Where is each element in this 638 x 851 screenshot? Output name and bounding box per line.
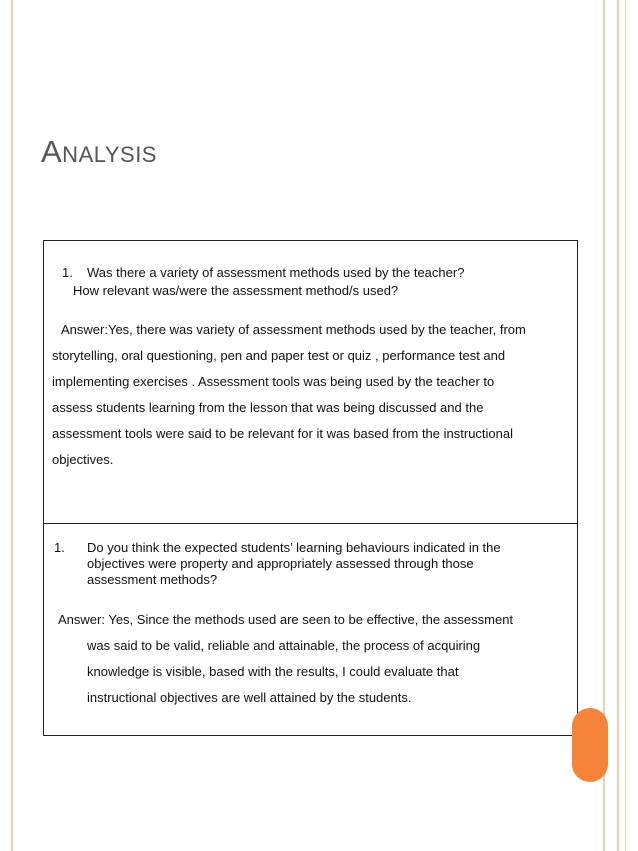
question-line: objectives were property and appropriately assessed through those [87,556,474,571]
answer-line: knowledge is visible, based with the results, I could evaluate that [87,664,459,679]
left-decorative-rule [11,0,13,851]
answer-line: implementing exercises . Assessment tools was being used by the teacher to [52,374,495,389]
question-number: 1. [54,540,65,555]
answer-line: objectives. [52,452,114,467]
answer-line: was said to be valid, reliable and attainable, the process of acquiring [87,638,481,653]
content-table [43,240,578,736]
right-decorative-rule [625,0,626,851]
answer-line: instructional objectives are well attained by the students. [87,690,412,705]
question-line: assessment methods? [87,572,218,587]
question-line: Was there a variety of assessment methods used by the teacher? [87,265,465,280]
slide-title: Analysis [41,134,157,169]
question-line: Do you think the expected students’ learning behaviours indicated in the [87,540,501,555]
decorative-orange-oval [572,708,608,782]
answer-line: assess students learning from the lesson that was being discussed and the [52,400,484,415]
answer-line: Answer:Yes, there was variety of assessment methods used by the teacher, from [61,322,526,337]
question-number: 1. [62,265,73,280]
answer-line: storytelling, oral questioning, pen and paper test or quiz , performance test and [52,348,506,363]
question-line: How relevant was/were the assessment method/s used? [73,283,399,298]
right-decorative-rule [617,0,619,851]
answer-line: assessment tools were said to be relevant for it was based from the instructional [52,426,513,441]
answer-line: Answer: Yes, Since the methods used are seen to be effective, the assessment [58,612,514,627]
table-divider [43,523,578,524]
